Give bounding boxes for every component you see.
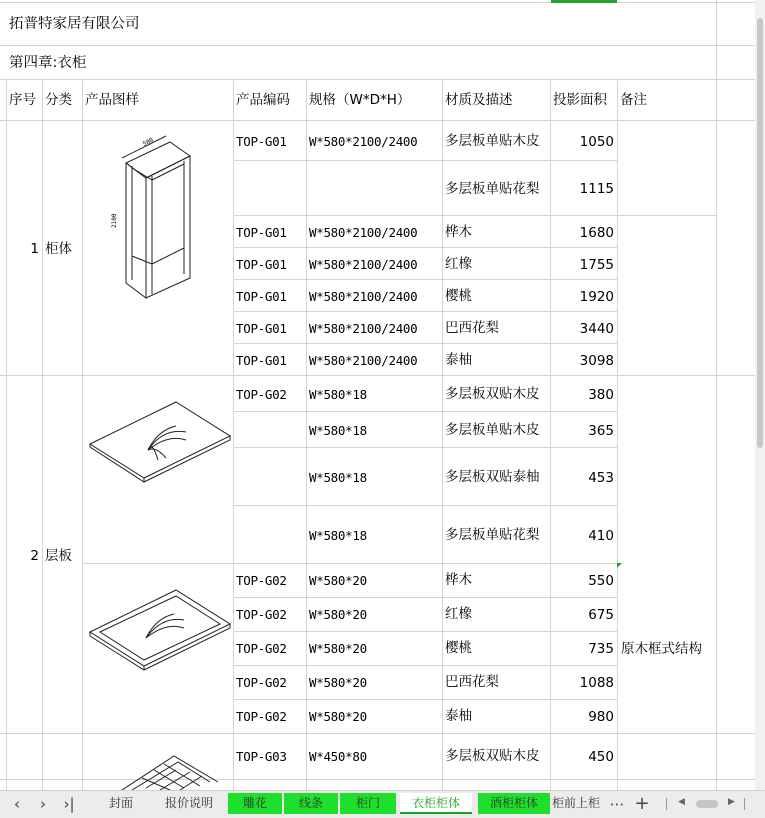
product-area: 365 [588,423,614,439]
product-material: 多层板单贴花梨 [445,527,540,543]
separator [666,798,667,810]
product-code: TOP-G01 [236,225,287,240]
last-sheet-icon[interactable]: ›| [63,795,75,813]
product-material: 红橡 [445,256,472,272]
product-material: 泰柚 [445,708,472,724]
svg-text:2100: 2100 [111,213,118,228]
product-area: 550 [588,573,614,589]
product-area: 675 [588,607,614,623]
product-material: 多层板单贴木皮 [445,133,540,149]
product-area: 1680 [579,225,614,241]
product-code: TOP-G01 [236,134,287,149]
product-spec: W*580*2100/2400 [309,353,418,368]
product-material: 多层板双贴木皮 [445,748,540,764]
tab-quote-notes[interactable]: 报价说明 [164,796,213,810]
cabinet-drawing [108,128,208,303]
company-title: 拓普特家居有限公司 [9,16,140,32]
header-code: 产品编码 [236,92,290,108]
vertical-scrollbar[interactable] [755,0,765,790]
product-area: 1050 [579,134,614,150]
scroll-thumb-h[interactable] [696,800,718,808]
product-code: TOP-G01 [236,289,287,304]
product-code: TOP-G02 [236,573,287,588]
product-code: TOP-G02 [236,387,287,402]
product-material: 巴西花梨 [445,320,499,336]
chapter-title: 第四章:衣柜 [9,55,87,71]
product-code: TOP-G02 [236,641,287,656]
product-spec: W*580*20 [309,675,367,690]
tab-wardrobe-body[interactable]: 衣柜柜体 [400,793,472,814]
tab-front-upper-cabinet[interactable]: 柜前上柜 [552,796,601,810]
header-seq: 序号 [9,92,36,108]
product-code: TOP-G01 [236,321,287,336]
tab-moulding[interactable]: 线条 [284,793,338,814]
group-seq: 1 [30,241,39,257]
product-spec: W*580*2100/2400 [309,134,418,149]
scroll-thumb[interactable] [757,18,763,448]
scroll-left-icon[interactable]: ◀ [678,797,685,807]
group-category: 柜体 [45,241,72,257]
product-spec: W*580*20 [309,709,367,724]
product-area: 453 [588,470,614,486]
product-code: TOP-G02 [236,607,287,622]
framed-shelf-drawing [88,586,233,674]
group-seq: 2 [30,548,39,564]
product-area: 410 [588,528,614,544]
separator [744,798,745,810]
product-area: 3440 [579,321,614,337]
product-material: 巴西花梨 [445,674,499,690]
grid-tray-drawing [118,748,228,790]
sheet-tab-bar [0,790,765,818]
group-category: 层板 [45,548,72,564]
product-spec: W*580*2100/2400 [309,257,418,272]
product-material: 桦木 [445,572,472,588]
header-category: 分类 [45,92,72,108]
shelf-board-drawing [88,400,233,484]
product-material: 泰柚 [445,352,472,368]
product-area: 3098 [579,353,614,369]
product-material: 多层板双贴泰柚 [445,469,540,485]
product-code: TOP-G02 [236,675,287,690]
product-spec: W*580*18 [309,528,367,543]
product-spec: W*580*2100/2400 [309,225,418,240]
tab-carving[interactable]: 雕花 [228,793,282,814]
product-area: 1088 [579,675,614,691]
product-spec: W*580*20 [309,573,367,588]
horizontal-scrollbar[interactable] [676,798,740,810]
tab-cover[interactable]: 封面 [108,796,133,810]
svg-text:580: 580 [141,136,155,148]
product-material: 樱桃 [445,288,472,304]
product-spec: W*580*2100/2400 [309,289,418,304]
product-area: 450 [588,749,614,765]
remark-cell: 原木框式结构 [621,641,702,657]
more-icon[interactable]: ⋯ [609,795,625,813]
product-area: 735 [588,641,614,657]
product-spec: W*580*20 [309,607,367,622]
product-area: 980 [588,709,614,725]
header-remark: 备注 [620,92,647,108]
product-code: TOP-G01 [236,257,287,272]
product-material: 红橡 [445,606,472,622]
product-material: 多层板单贴花梨 [445,181,540,197]
product-spec: W*580*18 [309,423,367,438]
product-code: TOP-G01 [236,353,287,368]
product-area: 1115 [579,181,614,197]
product-material: 多层板双贴木皮 [445,386,540,402]
add-sheet-icon[interactable]: + [634,793,650,814]
product-spec: W*580*18 [309,387,367,402]
product-spec: W*580*20 [309,641,367,656]
header-image: 产品图样 [85,92,139,108]
chevron-right-icon[interactable]: › [40,795,46,813]
comment-marker [617,563,622,568]
scroll-right-icon[interactable]: ▶ [728,797,735,807]
header-material: 材质及描述 [445,92,513,108]
product-area: 380 [588,387,614,403]
product-code: TOP-G03 [236,749,287,764]
product-area: 1755 [579,257,614,273]
product-material: 桦木 [445,224,472,240]
tab-cabinet-door[interactable]: 柜门 [340,793,396,814]
product-area: 1920 [579,289,614,305]
header-area: 投影面积 [553,92,607,108]
product-spec: W*580*2100/2400 [309,321,418,336]
product-spec: W*580*18 [309,470,367,485]
chevron-left-icon[interactable]: ‹ [14,795,20,813]
tab-wine-cabinet-body[interactable]: 酒柜柜体 [478,793,550,814]
product-spec: W*450*80 [309,749,367,764]
product-code: TOP-G02 [236,709,287,724]
selected-cell-indicator [551,0,617,3]
product-material: 樱桃 [445,640,472,656]
header-spec: 规格（W*D*H） [309,92,411,108]
product-material: 多层板单贴木皮 [445,422,540,438]
